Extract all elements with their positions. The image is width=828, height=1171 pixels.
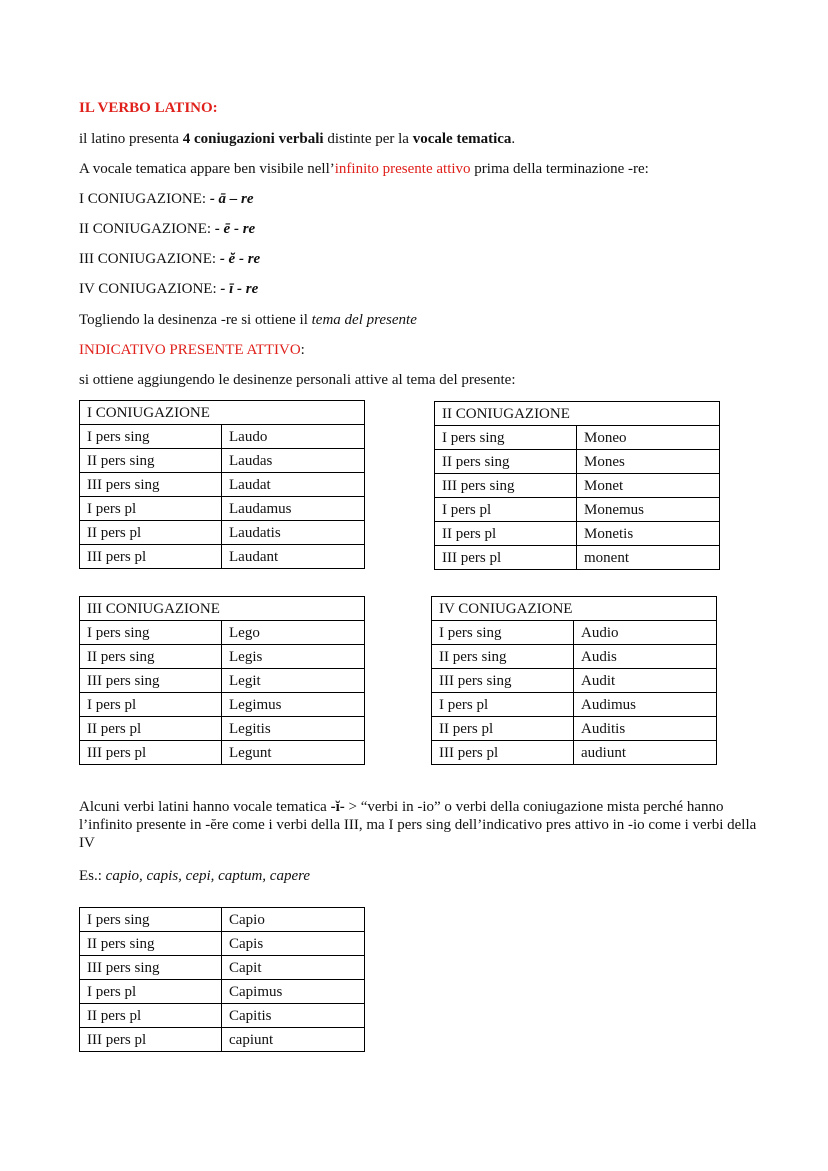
person-cell: II pers pl xyxy=(80,717,222,741)
table-row xyxy=(80,956,365,980)
table-row xyxy=(435,426,720,450)
table-conjugation-1 xyxy=(79,400,365,569)
table-header-row xyxy=(435,402,720,426)
table-row xyxy=(80,741,365,765)
table-row xyxy=(80,908,365,932)
table-row xyxy=(432,621,717,645)
table-row xyxy=(80,425,365,449)
table-row xyxy=(435,450,720,474)
conjugation-label: IV CONIUGAZIONE: xyxy=(79,281,221,297)
form-cell: Laudat xyxy=(222,473,365,497)
intro-bold-vowel: vocale tematica xyxy=(412,131,512,147)
form-cell: Legimus xyxy=(222,693,365,717)
form-cell: Laudo xyxy=(222,425,365,449)
intro-mid: distinte per la xyxy=(323,131,413,147)
form-cell: Monetis xyxy=(577,522,720,546)
mixed-bold: -ĭ- xyxy=(330,799,345,815)
example-ital: capio, capis, cepi, captum, capere xyxy=(105,868,311,884)
table-row xyxy=(432,669,717,693)
table-conjugation-3 xyxy=(79,596,365,765)
person-cell: I pers sing xyxy=(80,908,222,932)
person-cell: I pers pl xyxy=(432,693,574,717)
intro-post: . xyxy=(511,131,516,147)
form-cell: Monemus xyxy=(577,498,720,522)
table-row xyxy=(432,741,717,765)
form-cell: Capio xyxy=(222,908,365,932)
person-cell: I pers sing xyxy=(80,621,222,645)
form-cell: Audimus xyxy=(574,693,717,717)
table-row xyxy=(80,449,365,473)
person-cell: I pers sing xyxy=(432,621,574,645)
conjugation-label: I CONIUGAZIONE: xyxy=(79,191,210,207)
table-row xyxy=(435,522,720,546)
person-cell: III pers pl xyxy=(80,741,222,765)
conjugation-label: III CONIUGAZIONE: xyxy=(79,251,220,267)
intro-line xyxy=(79,130,515,148)
form-cell: Capit xyxy=(222,956,365,980)
table-header-row xyxy=(80,401,365,425)
table-row xyxy=(80,545,365,569)
table-row xyxy=(80,497,365,521)
person-cell: II pers sing xyxy=(80,932,222,956)
table-row xyxy=(435,498,720,522)
table-row xyxy=(435,546,720,570)
form-cell: Capis xyxy=(222,932,365,956)
table-row xyxy=(435,474,720,498)
table-mixed-conjugation xyxy=(79,907,365,1052)
example-line xyxy=(79,867,310,885)
intro-pre: il latino presenta xyxy=(79,131,183,147)
person-cell: III pers sing xyxy=(80,473,222,497)
form-cell: Capitis xyxy=(222,1004,365,1028)
intro-bold-count: 4 coniugazioni verbali xyxy=(182,131,324,147)
person-cell: II pers pl xyxy=(80,1004,222,1028)
vowel-pre: A vocale tematica appare ben visibile nell’ xyxy=(79,161,335,177)
person-cell: III pers sing xyxy=(80,669,222,693)
person-cell: II pers sing xyxy=(435,450,577,474)
table-row xyxy=(80,521,365,545)
form-cell: Laudatis xyxy=(222,521,365,545)
table-row xyxy=(80,1028,365,1052)
form-cell: Moneo xyxy=(577,426,720,450)
table-conjugation-2 xyxy=(434,401,720,570)
table-row xyxy=(80,669,365,693)
vowel-red: infinito presente attivo xyxy=(334,161,471,177)
person-cell: I pers sing xyxy=(435,426,577,450)
person-cell: III pers pl xyxy=(432,741,574,765)
person-cell: I pers sing xyxy=(80,425,222,449)
form-cell: Capimus xyxy=(222,980,365,1004)
table-row xyxy=(80,693,365,717)
conjugation-line-4 xyxy=(79,280,258,298)
person-cell: II pers sing xyxy=(80,645,222,669)
stem-line xyxy=(79,311,417,329)
table-conjugation-4 xyxy=(431,596,717,765)
section-desc: si ottiene aggiungendo le desinenze personali attive al tema del presente: xyxy=(79,372,516,388)
section-title: INDICATIVO PRESENTE ATTIVO xyxy=(79,342,301,358)
person-cell: I pers pl xyxy=(80,980,222,1004)
form-cell: Laudant xyxy=(222,545,365,569)
person-cell: I pers pl xyxy=(80,693,222,717)
person-cell: III pers pl xyxy=(435,546,577,570)
stem-pre: Togliendo la desinenza -re si ottiene il xyxy=(79,312,312,328)
form-cell: capiunt xyxy=(222,1028,365,1052)
person-cell: II pers sing xyxy=(80,449,222,473)
conjugation-ending: - ē - re xyxy=(214,221,256,237)
form-cell: Legis xyxy=(222,645,365,669)
form-cell: Auditis xyxy=(574,717,717,741)
person-cell: III pers sing xyxy=(435,474,577,498)
section-colon: : xyxy=(300,342,305,358)
form-cell: audiunt xyxy=(574,741,717,765)
mixed-conjugation-paragraph xyxy=(79,798,759,852)
form-cell: Legunt xyxy=(222,741,365,765)
vowel-post: prima della terminazione -re: xyxy=(470,161,649,177)
person-cell: II pers sing xyxy=(432,645,574,669)
table-row xyxy=(80,980,365,1004)
conjugation-ending: - ā – re xyxy=(209,191,254,207)
conjugation-line-1 xyxy=(79,190,254,208)
example-pre: Es.: xyxy=(79,868,106,884)
form-cell: Lego xyxy=(222,621,365,645)
conjugation-line-2 xyxy=(79,220,255,238)
conjugation-ending: - ī - re xyxy=(220,281,259,297)
table-row xyxy=(80,473,365,497)
table-header: IV CONIUGAZIONE xyxy=(432,597,717,621)
table-row xyxy=(432,693,717,717)
person-cell: III pers sing xyxy=(432,669,574,693)
table-header: III CONIUGAZIONE xyxy=(80,597,365,621)
vowel-line xyxy=(79,160,649,178)
form-cell: Mones xyxy=(577,450,720,474)
person-cell: I pers pl xyxy=(435,498,577,522)
table-row xyxy=(432,645,717,669)
form-cell: Audis xyxy=(574,645,717,669)
person-cell: III pers pl xyxy=(80,1028,222,1052)
table-row xyxy=(80,645,365,669)
person-cell: III pers pl xyxy=(80,545,222,569)
section-title-line xyxy=(79,341,305,359)
person-cell: II pers pl xyxy=(432,717,574,741)
mixed-pre: Alcuni verbi latini hanno vocale tematica xyxy=(79,799,331,815)
table-row xyxy=(80,1004,365,1028)
person-cell: I pers pl xyxy=(80,497,222,521)
table-header: I CONIUGAZIONE xyxy=(80,401,365,425)
person-cell: II pers pl xyxy=(80,521,222,545)
table-row xyxy=(432,717,717,741)
conjugation-ending: - ĕ - re xyxy=(219,251,261,267)
form-cell: Monet xyxy=(577,474,720,498)
table-header: II CONIUGAZIONE xyxy=(435,402,720,426)
form-cell: Audit xyxy=(574,669,717,693)
mixed-post: > “verbi in -io” o verbi della coniugazione mista perché hanno l’infinito presente in -ĕre come i verbi della III, ma I pers sing dell’indicativo pres attivo in -io come i verbi della IV xyxy=(79,799,757,851)
table-row xyxy=(80,932,365,956)
person-cell: III pers sing xyxy=(80,956,222,980)
conjugation-line-3 xyxy=(79,250,260,268)
form-cell: monent xyxy=(577,546,720,570)
table-row xyxy=(80,621,365,645)
page-title: IL VERBO LATINO: xyxy=(79,100,218,116)
form-cell: Laudamus xyxy=(222,497,365,521)
stem-ital: tema del presente xyxy=(311,312,417,328)
form-cell: Laudas xyxy=(222,449,365,473)
form-cell: Legitis xyxy=(222,717,365,741)
table-header-row xyxy=(432,597,717,621)
conjugation-label: II CONIUGAZIONE: xyxy=(79,221,215,237)
form-cell: Audio xyxy=(574,621,717,645)
form-cell: Legit xyxy=(222,669,365,693)
table-row xyxy=(80,717,365,741)
table-header-row xyxy=(80,597,365,621)
person-cell: II pers pl xyxy=(435,522,577,546)
